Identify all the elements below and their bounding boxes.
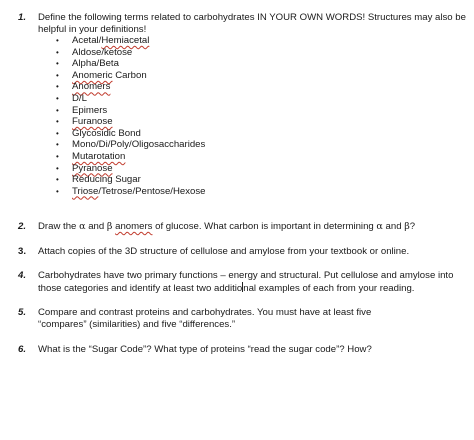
bullet-icon: • [56,82,59,92]
bullet-icon: • [56,140,59,150]
bullet-icon: • [56,186,59,196]
question-2-and-1: and [85,221,107,232]
question-2-number: 2. [18,221,27,232]
question-2-part-1: Draw the [38,221,80,232]
term-epimers: Epimers [72,104,108,116]
term-triose: Triose [72,185,99,197]
question-1 [18,12,466,197]
term-hemiacetal: Hemiacetal [101,35,150,46]
bullet-icon: • [56,70,59,80]
question-6-text: What is the “Sugar Code”? What type of proteins “read the sugar code”? How? [38,344,372,355]
question-5-line-1: Compare and contrast proteins and carbohydrates. You must have at least five [38,307,372,318]
question-4-line-2 [38,282,466,295]
term-item [56,47,466,59]
term-reducing-sugar: Reducing Sugar [72,174,141,186]
term-item [56,163,466,175]
term-item [56,105,466,117]
bullet-icon: • [56,47,59,57]
term-item [56,128,466,140]
term-item [56,116,466,128]
bullet-icon: • [56,105,59,115]
beta-symbol: β [106,221,113,232]
term-item [56,139,466,151]
bullet-icon: • [56,59,59,69]
term-item [56,35,466,47]
term-glycosidic-bond: Glycosidic Bond [72,127,141,139]
term-item [56,174,466,186]
term-tetrose-pentose-hexose: /Tetrose/Pentose/Hexose [98,185,206,197]
question-3-number: 3. [18,246,27,257]
bullet-icon: • [56,93,59,103]
term-carbon: Carbon [115,69,147,81]
term-item [56,58,466,70]
question-4 [18,270,466,294]
question-6-number: 6. [18,344,27,355]
term-item [56,93,466,105]
question-4-line-2a: those categories and identify at least two additio [38,282,243,294]
question-4-line-2b: nal examples of each from your reading. [243,282,415,294]
alpha-symbol: α [79,221,86,232]
term-list [56,35,466,197]
anomers-word: anomers [115,221,153,232]
question-4-line-1: Carbohydrates have two primary functions – energy and structural. Put cellulose and amylose into [38,270,454,281]
term-alpha-beta: Alpha/Beta [72,58,119,70]
question-1-line-1: Define the following terms related to carbohydrates IN YOUR OWN WORDS! Structures may also be [38,12,466,23]
term-anomeric: Anomeric [72,69,113,81]
bullet-icon: • [56,175,59,185]
question-5 [18,307,466,330]
bullet-icon: • [56,36,59,45]
question-2-and-2: and [382,221,405,232]
bullet-icon: • [56,151,59,161]
question-6 [18,344,466,356]
question-2-text [38,221,466,233]
term-acetal: Acetal/ [72,35,102,46]
term-anomers: Anomers [72,81,111,93]
beta-symbol-2: β [404,221,410,232]
term-item [56,81,466,93]
term-furanose: Furanose [72,116,113,128]
question-3 [18,246,466,258]
question-2-end: ? [409,221,416,232]
term-pyranose: Pyranose [72,162,113,174]
question-4-number: 4. [18,270,27,281]
term-item [56,151,466,163]
term-mutarotation: Mutarotation [72,150,126,162]
question-1-number: 1. [18,12,27,23]
question-2 [18,221,466,233]
question-5-number: 5. [18,307,27,318]
bullet-icon: • [56,128,59,138]
question-3-text: Attach copies of the 3D structure of cellulose and amylose from your textbook or online. [38,246,410,257]
question-5-line-2: “compares” (similarities) and five “differences.” [38,318,236,330]
question-2-part-2: of glucose. What carbon is important in determining [152,221,377,232]
question-1-line-2: helpful in your definitions! [38,23,147,35]
bullet-icon: • [56,117,59,127]
term-item [56,186,466,198]
term-aldose-ketose: Aldose/ketose [72,46,133,58]
bullet-icon: • [56,163,59,173]
term-item [56,70,466,82]
term-saccharides: Mono/Di/Poly/Oligosaccharides [72,139,206,151]
alpha-symbol-2: α [376,221,383,232]
term-d-l: D/L [72,92,87,104]
